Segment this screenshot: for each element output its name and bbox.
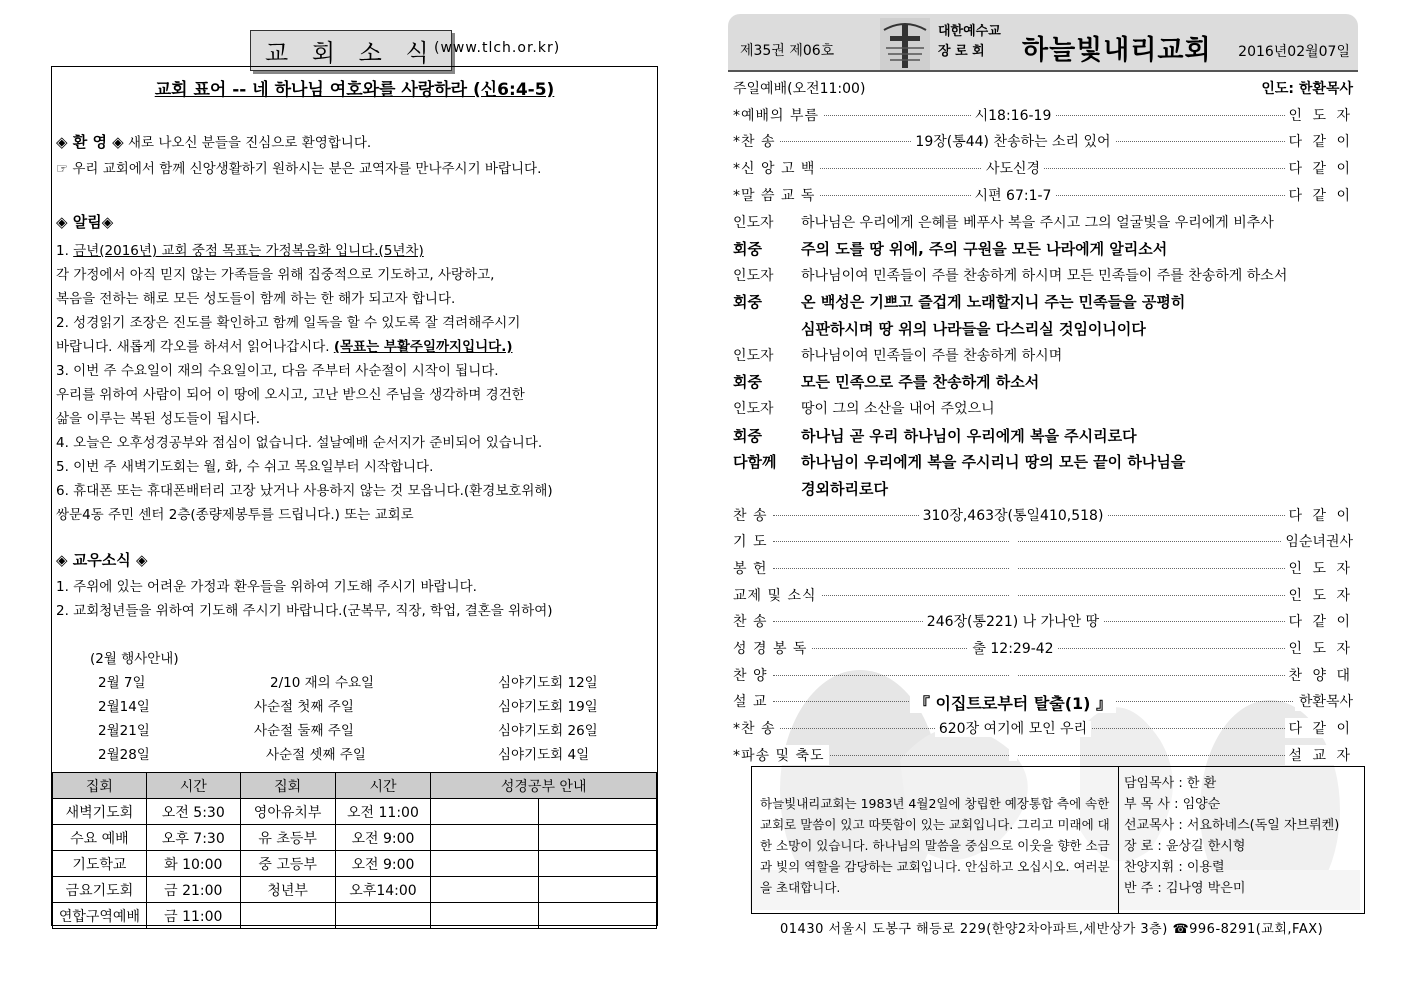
- event-vigil: 심야기도회 26일: [498, 723, 598, 739]
- table-cell: [539, 825, 657, 851]
- table-cell: 영아유치부: [240, 799, 335, 825]
- notice-2a: 2. 성경읽기 조장은 진도를 확인하고 함께 일독을 할 수 있도록 잘 격려해주시기: [56, 315, 521, 331]
- order-item: 찬 송 246장(통221) 나 가나안 땅 다 같 이: [733, 611, 1353, 633]
- table-cell: 금 21:00: [146, 877, 240, 903]
- table-cell: [431, 877, 539, 903]
- welcome-line: ◈ 환 영 ◈ 새로 나오신 분들을 진심으로 환영합니다.: [56, 133, 372, 151]
- notice-1c: 복음을 전하는 해로 모든 성도들이 함께 하는 한 해가 되고자 합니다.: [56, 291, 456, 307]
- order-item: 성 경 봉 독 출 12:29-42 인 도 자: [733, 638, 1353, 660]
- schedule-header: 시간: [146, 773, 240, 799]
- service-time: 주일예배(오전11:00): [733, 81, 866, 97]
- news-title: 교 회 소 식: [250, 30, 452, 71]
- notice-3b: 우리를 위하여 사람이 되어 이 땅에 오시고, 고난 받으신 주님을 생각하며 경건한: [56, 387, 525, 403]
- staff-item: 반 주 : 김나영 박은미: [1124, 881, 1246, 896]
- notice-6b: 쌍문4동 주민 센터 2층(종량제봉투를 드립니다.) 또는 교회로: [56, 507, 414, 523]
- schedule-header-row: [53, 773, 657, 799]
- table-cell: 중 고등부: [240, 851, 335, 877]
- table-cell: 오전 9:00: [335, 825, 431, 851]
- table-cell: 오전 9:00: [335, 851, 431, 877]
- staff-item: 부 목 사 : 임양순: [1124, 797, 1221, 812]
- member-item: 1. 주위에 있는 어려운 가정과 환우들을 위하여 기도해 주시기 바랍니다.: [56, 579, 477, 595]
- notice-3a: 3. 이번 주 수요일이 재의 수요일이고, 다음 주부터 사순절이 시작이 됩니다.: [56, 363, 499, 379]
- church-introduction: 하늘빛내리교회는 1983년 4월2일에 창립한 예장통합 측에 속한 교회로 말씀이 있고 따뜻함이 있는 교회입니다. 그리고 미래에 대한 소망이 있습니다. 하나님의 말씀을 중심으로 이웃을 향한 소금과 빛의 역할을 감당하는 교회입니다. 안심하고 오십시오. 여러분을 초대합니다.: [760, 796, 1110, 895]
- table-cell: 기도학교: [53, 851, 147, 877]
- church-motto: 교회 표어 -- 네 하나님 여호와를 사랑하라 (신6:4-5): [154, 80, 555, 100]
- church-address: 01430 서울시 도봉구 해등로 229(한양2차아파트,세반상가 3층) ☎996-8291(교회,FAX): [780, 922, 1324, 937]
- order-item: 기 도 임순녀권사: [733, 531, 1353, 553]
- news-title-wrap: [250, 30, 452, 71]
- staff-list: [1124, 773, 1339, 899]
- event-date: 2월28일: [98, 747, 150, 763]
- notice-5: 5. 이번 주 새벽기도회는 월, 화, 수 쉬고 목요일부터 시작합니다.: [56, 459, 434, 475]
- bulletin-date: 2016년02월07일: [1238, 44, 1350, 60]
- staff-item: 장 로 : 윤상길 한시형: [1124, 839, 1246, 854]
- notice-4: 4. 오늘은 오후성경공부와 점심이 없습니다. 설날예배 순서지가 준비되어 있습니다.: [56, 435, 543, 451]
- notice-heading: ◈ 알림◈: [56, 213, 114, 231]
- event-name: 사순절 첫째 주일: [254, 699, 354, 715]
- table-cell: 수요 예배: [53, 825, 147, 851]
- event-name: 사순절 셋째 주일: [266, 747, 366, 763]
- service-leader: 인도: 한환목사: [1261, 81, 1353, 97]
- news-box: [51, 66, 658, 926]
- order-item: *파송 및 축도 설 교 자: [733, 745, 1353, 767]
- order-item: *예배의 부름 시18:16-19 인 도 자: [733, 105, 1353, 127]
- table-cell: [240, 903, 335, 929]
- staff-item: 선교목사 : 서요하네스(독일 자브뤼켄): [1124, 818, 1340, 833]
- sermon-title: 『 이집트로부터 탈출(1) 』: [910, 694, 1116, 713]
- table-cell: 청년부: [240, 877, 335, 903]
- event-date: 2월 7일: [98, 675, 146, 691]
- schedule-header: 성경공부 안내: [431, 773, 657, 799]
- notice-2b: 바랍니다. 새롭게 각오를 하셔서 읽어나갑시다. (목표는 부활주일까지입니다.): [56, 339, 513, 355]
- table-cell: [539, 799, 657, 825]
- order-item: *찬 송 19장(통44) 찬송하는 소리 있어 다 같 이: [733, 131, 1353, 153]
- schedule-header: 집회: [240, 773, 335, 799]
- order-item: 찬 양 찬 양 대: [733, 665, 1353, 687]
- table-row: [53, 903, 657, 929]
- member-item: 2. 교회청년들을 위하여 기도해 주시기 바랍니다.(군복무, 직장, 학업, 결혼을 위하여): [56, 603, 553, 619]
- staff-item: 찬양지휘 : 이용렬: [1124, 860, 1225, 875]
- table-row: [53, 825, 657, 851]
- church-logo-icon: [880, 18, 930, 70]
- table-cell: 금요기도회: [53, 877, 147, 903]
- table-row: [53, 851, 657, 877]
- volume-number: 제35권 제06호: [740, 43, 835, 59]
- staff-item: 담임목사 : 한 환: [1124, 776, 1217, 791]
- table-cell: [539, 903, 657, 929]
- table-cell: [431, 903, 539, 929]
- notice-6a: 6. 휴대폰 또는 휴대폰배터리 고장 났거나 사용하지 않는 것 모읍니다.(환경보호위해): [56, 483, 553, 499]
- table-cell: [431, 851, 539, 877]
- table-cell: [431, 799, 539, 825]
- table-row: [53, 799, 657, 825]
- table-cell: 새벽기도회: [53, 799, 147, 825]
- table-cell: 오후 7:30: [146, 825, 240, 851]
- table-cell: [431, 825, 539, 851]
- table-row: [53, 877, 657, 903]
- order-item: 찬 송 310장,463장(통일410,518) 다 같 이: [733, 505, 1353, 527]
- notice-1a: 1. 금년(2016년) 교회 중점 목표는 가정복음화 입니다.(5년차): [56, 243, 424, 259]
- schedule-header: 집회: [53, 773, 147, 799]
- table-cell: 오후14:00: [335, 877, 431, 903]
- order-item: *신 앙 고 백 사도신경 다 같 이: [733, 158, 1353, 180]
- church-info-box: [751, 766, 1365, 914]
- event-date: 2월21일: [98, 723, 150, 739]
- order-item: 봉 헌 인 도 자: [733, 558, 1353, 580]
- order-item: *말 씀 교 독 시편 67:1-7 다 같 이: [733, 185, 1353, 207]
- schedule-header: 시간: [335, 773, 431, 799]
- events-heading: (2월 행사안내): [90, 651, 179, 667]
- table-cell: 화 10:00: [146, 851, 240, 877]
- event-vigil: 심야기도회 4일: [498, 747, 590, 763]
- table-cell: 금 11:00: [146, 903, 240, 929]
- members-heading: ◈ 교우소식 ◈: [56, 551, 148, 569]
- notice-3c: 삶을 이루는 복된 성도들이 됩시다.: [56, 411, 261, 427]
- table-cell: 오전 5:30: [146, 799, 240, 825]
- denomination: 대한예수교 장 로 회: [938, 24, 1001, 59]
- bulletin-header: [728, 14, 1358, 72]
- event-name: 사순절 둘째 주일: [254, 723, 354, 739]
- event-date: 2월14일: [98, 699, 150, 715]
- church-name: 하늘빛내리교회: [1022, 35, 1212, 66]
- table-cell: [539, 851, 657, 877]
- table-cell: 연합구역예배: [53, 903, 147, 929]
- event-vigil: 심야기도회 19일: [498, 699, 598, 715]
- table-cell: [539, 877, 657, 903]
- table-cell: 유 초등부: [240, 825, 335, 851]
- table-cell: 오전 11:00: [335, 799, 431, 825]
- notice-1b: 각 가정에서 아직 믿지 않는 가족들을 위해 집중적으로 기도하고, 사랑하고,: [56, 267, 495, 283]
- table-cell: [335, 903, 431, 929]
- schedule-table: [52, 772, 657, 929]
- order-item: 교제 및 소식 인 도 자: [733, 585, 1353, 607]
- website-url[interactable]: (www.tlch.or.kr): [434, 40, 561, 56]
- sermon-item: 설 교 『 이집트로부터 탈출(1) 』 한환목사: [733, 691, 1353, 713]
- welcome-line-2: ☞ 우리 교회에서 함께 신앙생활하기 원하시는 분은 교역자를 만나주시기 바랍니다.: [56, 161, 542, 177]
- order-item: *찬 송 620장 여기에 모인 우리 다 같 이: [733, 718, 1353, 740]
- event-vigil: 심야기도회 12일: [498, 675, 598, 691]
- event-name: 2/10 재의 수요일: [270, 675, 375, 691]
